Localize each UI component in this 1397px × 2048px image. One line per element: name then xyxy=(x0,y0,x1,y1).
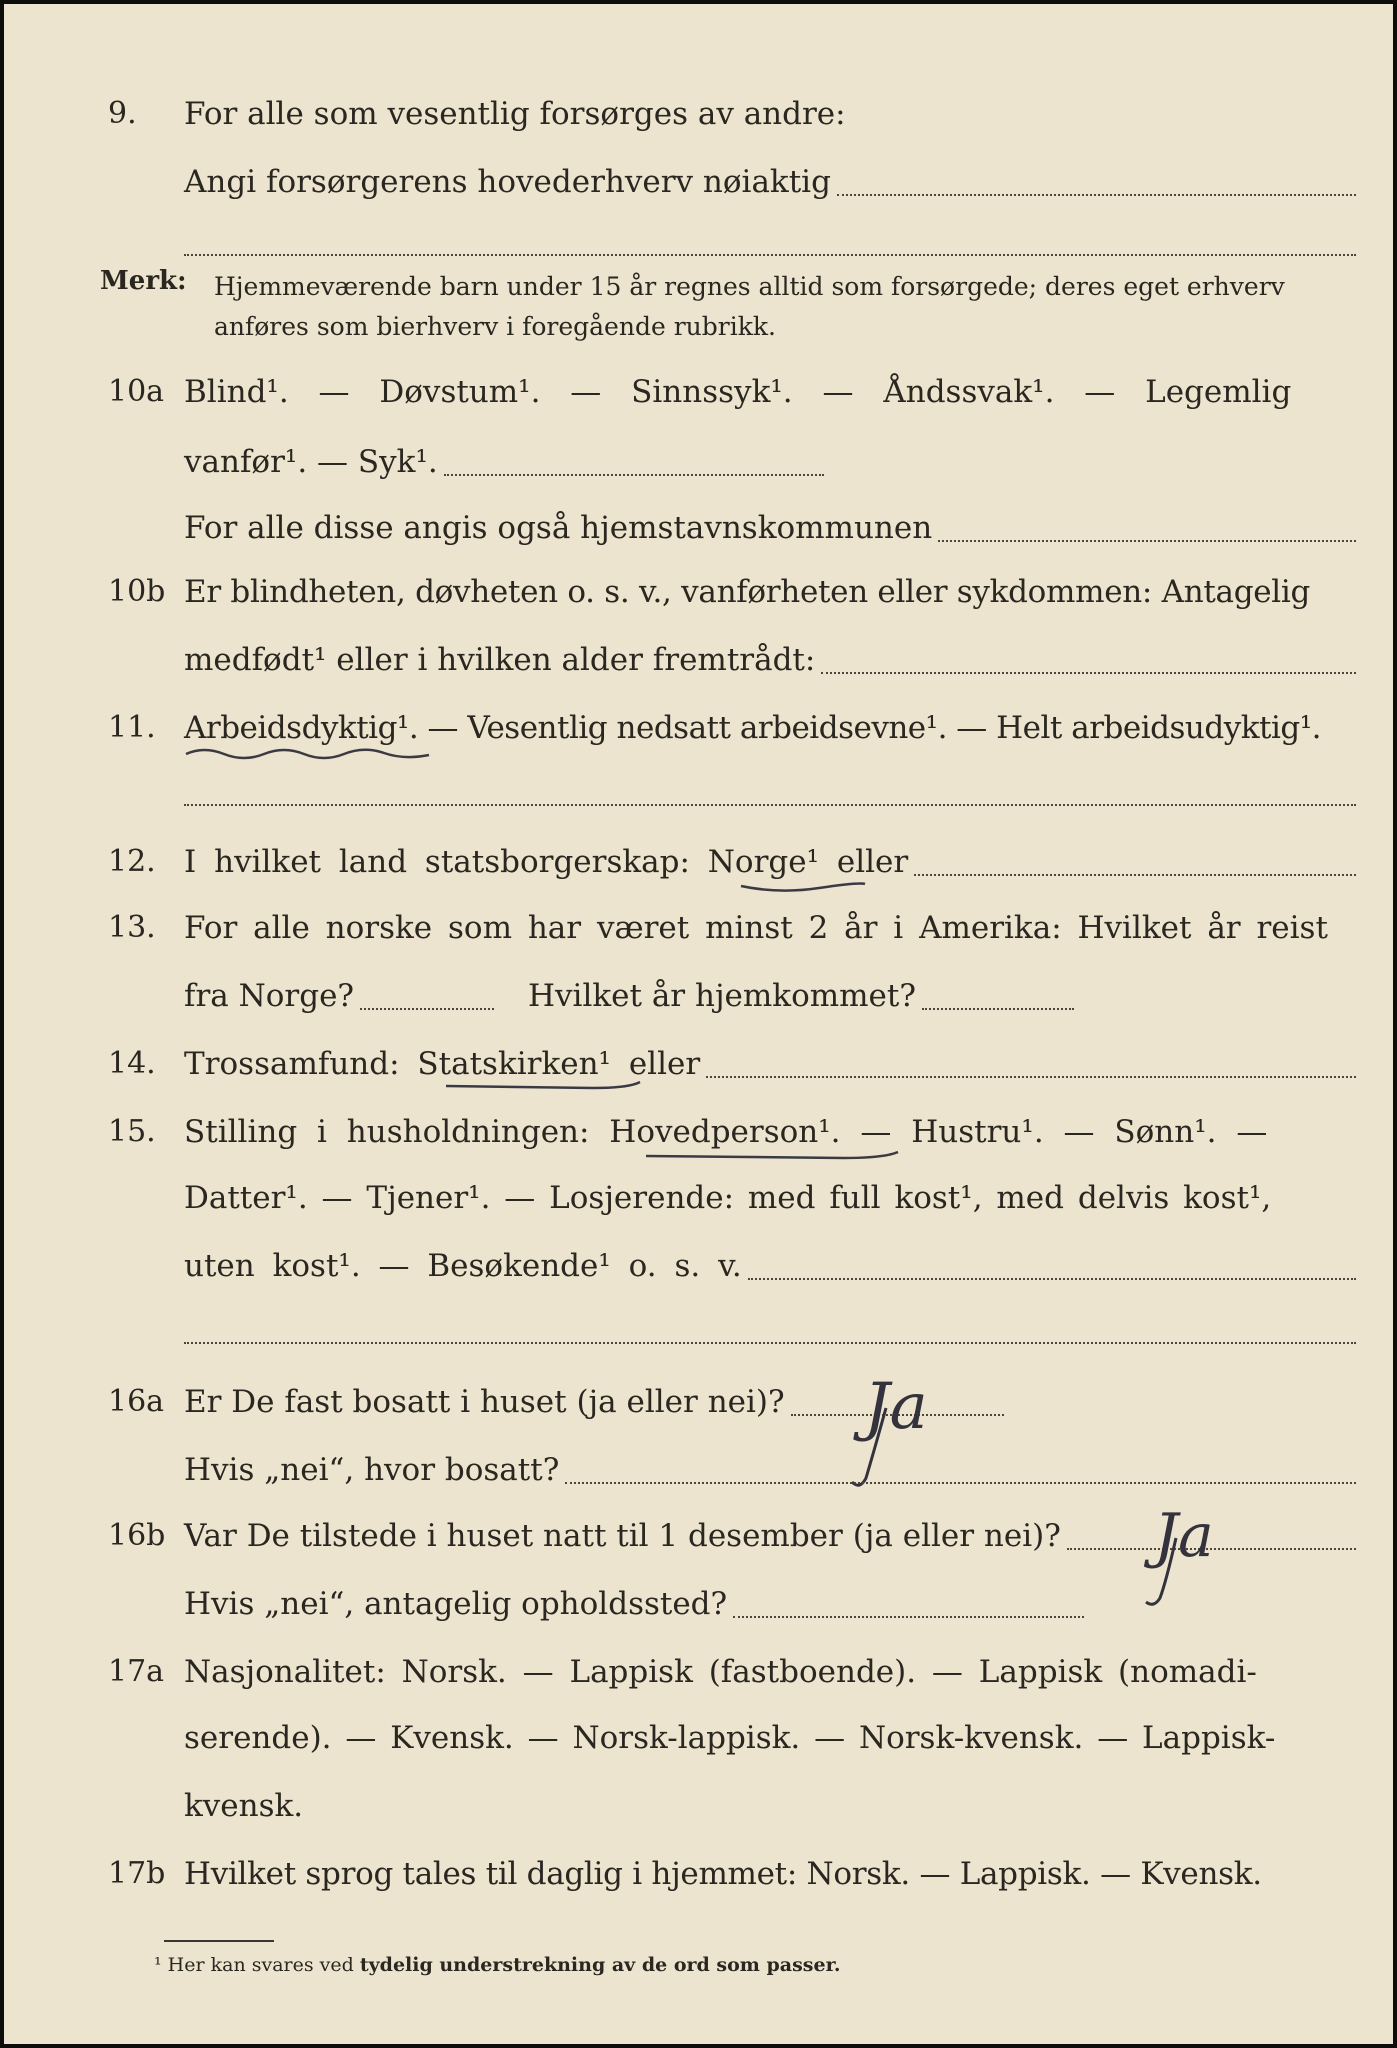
handwritten-underline-norge xyxy=(739,876,869,896)
item-17a-line-3 xyxy=(4,1780,1393,1832)
item-line xyxy=(184,970,494,1022)
item-14 xyxy=(4,1038,1393,1090)
answer-blank[interactable] xyxy=(184,1342,1356,1344)
answer-blank[interactable] xyxy=(922,1008,1074,1010)
item-line xyxy=(184,1444,1356,1496)
item-number: 9. xyxy=(108,96,137,131)
item-10a-line-3 xyxy=(4,502,1393,554)
answer-blank[interactable] xyxy=(184,254,1356,256)
item-number: 15. xyxy=(108,1114,156,1149)
footnote xyxy=(154,1954,840,1976)
footnote-marker: ¹ xyxy=(154,1954,162,1976)
item-9-line-2 xyxy=(4,156,1393,208)
answer-blank[interactable] xyxy=(914,874,1356,876)
answer-blank[interactable] xyxy=(706,1076,1356,1078)
item-16a-line-2 xyxy=(4,1444,1393,1496)
item-line xyxy=(184,1848,1356,1900)
item-text: serende). — Kvensk. — Norsk-lappisk. — Norsk-kvensk. — Lappisk- xyxy=(184,1720,1276,1756)
item-13-line-2 xyxy=(4,970,1393,1022)
item-10b-line-2 xyxy=(4,634,1393,686)
merk-text: Hjemmeværende barn under 15 år regnes alltid som forsørgede; deres eget erhverv xyxy=(214,272,1285,301)
item-12 xyxy=(4,836,1393,888)
merk-text: anføres som bierhverv i foregående rubrikk. xyxy=(214,312,776,341)
item-15-line-2 xyxy=(4,1172,1393,1224)
item-number: 10b xyxy=(108,574,166,609)
item-number: 16b xyxy=(108,1518,166,1553)
item-number: 12. xyxy=(108,844,156,879)
item-number: 13. xyxy=(108,910,156,945)
item-text: Er De fast bosatt i huset (ja eller nei)? xyxy=(184,1384,785,1420)
item-16a xyxy=(4,1376,1393,1428)
answer-blank[interactable] xyxy=(837,194,1356,196)
item-text: Trossamfund: Statskirken¹ eller xyxy=(184,1046,701,1082)
item-number: 14. xyxy=(108,1046,156,1081)
item-line xyxy=(184,1038,1356,1090)
item-text: uten kost¹. — Besøkende¹ o. s. v. xyxy=(184,1248,742,1284)
item-text: medfødt¹ eller i hvilken alder fremtrådt: xyxy=(184,642,816,678)
handwritten-underline-hovedperson xyxy=(644,1146,904,1166)
item-line xyxy=(184,1780,584,1832)
item-number: 17b xyxy=(108,1856,166,1891)
item-text: Stilling i husholdningen: Hovedperson¹. — Hustru¹. — Sønn¹. — xyxy=(184,1114,1268,1150)
item-line xyxy=(184,1578,1084,1630)
census-form-page xyxy=(4,4,1393,2044)
answer-blank[interactable] xyxy=(733,1616,1084,1618)
item-10a xyxy=(4,366,1393,418)
footnote-text: Her kan svares ved xyxy=(167,1954,354,1976)
item-line xyxy=(184,566,1356,618)
item-9 xyxy=(4,88,1393,140)
item-line xyxy=(184,436,824,488)
item-line xyxy=(184,634,1356,686)
item-text: vanfør¹. — Syk¹. xyxy=(184,444,438,480)
answer-blank[interactable] xyxy=(360,1008,494,1010)
item-text: Datter¹. — Tjener¹. — Losjerende: med full kost¹, med delvis kost¹, xyxy=(184,1180,1272,1216)
answer-text: Ja xyxy=(1154,1504,1214,1571)
footnote-rule xyxy=(164,1940,274,1942)
item-text: Nasjonalitet: Norsk. — Lappisk (fastboende). — Lappisk (nomadi- xyxy=(184,1654,1257,1690)
answer-blank[interactable] xyxy=(444,474,824,476)
item-text: Angi forsørgerens hovederhverv nøiaktig xyxy=(184,164,831,200)
item-text: Arbeidsdyktig¹. — Vesentlig nedsatt arbeidsevne¹. — Helt arbeidsudyktig¹. xyxy=(184,710,1322,746)
item-15-line-3 xyxy=(4,1240,1393,1292)
handwritten-underline-statskirken xyxy=(444,1078,644,1098)
item-10b xyxy=(4,566,1393,618)
item-text: Var De tilstede i huset natt til 1 desember (ja eller nei)? xyxy=(184,1518,1061,1554)
item-line xyxy=(184,366,1356,418)
answer-blank[interactable] xyxy=(938,540,1356,542)
handwritten-underline-arbeidsdyktig xyxy=(184,742,434,762)
item-text: Hvis „nei“, hvor bosatt? xyxy=(184,1452,560,1488)
item-line xyxy=(184,156,1356,208)
item-line xyxy=(184,1172,1356,1224)
item-number: 17a xyxy=(108,1654,165,1689)
item-text: Blind¹. — Døvstum¹. — Sinnssyk¹. — Åndssvak¹. — Legemlig xyxy=(184,374,1292,410)
item-17b xyxy=(4,1848,1393,1900)
item-line xyxy=(528,970,1074,1022)
answer-blank[interactable] xyxy=(821,672,1356,674)
item-text: kvensk. xyxy=(184,1788,304,1824)
item-text: Er blindheten, døvheten o. s. v., vanførheten eller sykdommen: Antagelig xyxy=(184,574,1311,610)
answer-blank[interactable] xyxy=(565,1482,1356,1484)
item-number: 11. xyxy=(108,710,156,745)
item-text: Hvis „nei“, antagelig opholdssted? xyxy=(184,1586,728,1622)
merk-label: Merk: xyxy=(100,266,187,296)
answer-blank[interactable] xyxy=(748,1278,1356,1280)
item-text: Hvilket år hjemkommet? xyxy=(528,978,916,1014)
item-text: Hvilket sprog tales til daglig i hjemmet: Norsk. — Lappisk. — Kvensk. xyxy=(184,1856,1262,1892)
item-number: 10a xyxy=(108,374,165,409)
item-16b-line-2 xyxy=(4,1578,1393,1630)
item-text: fra Norge? xyxy=(184,978,355,1014)
item-text: For alle norske som har været minst 2 år i Amerika: Hvilket år reist xyxy=(184,910,1328,946)
item-text: For alle som vesentlig forsørges av andre: xyxy=(184,96,846,132)
item-line xyxy=(184,1240,1356,1292)
item-line xyxy=(184,1646,1356,1698)
item-line xyxy=(184,1712,1356,1764)
item-17a xyxy=(4,1646,1393,1698)
item-line xyxy=(184,88,1184,140)
item-17a-line-2 xyxy=(4,1712,1393,1764)
item-10a-line-2 xyxy=(4,436,1393,488)
item-text: I hvilket land statsborgerskap: Norge¹ eller xyxy=(184,844,909,880)
answer-blank[interactable] xyxy=(184,804,1356,806)
item-text: For alle disse angis også hjemstavnskommunen xyxy=(184,510,933,546)
item-line xyxy=(184,502,1356,554)
item-13 xyxy=(4,902,1393,954)
item-number: 16a xyxy=(108,1384,165,1419)
item-line xyxy=(184,902,1356,954)
footnote-bold-text: tydelig understrekning av de ord som passer. xyxy=(359,1954,841,1976)
answer-text: Ja xyxy=(864,1378,928,1444)
